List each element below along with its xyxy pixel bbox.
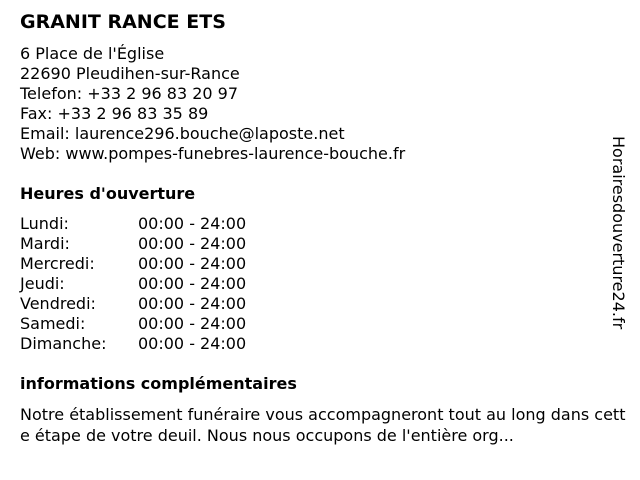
- hours-row-saturday: [20, 314, 320, 334]
- opening-hours-table: [20, 214, 320, 354]
- additional-info-heading: informations complémentaires: [20, 374, 297, 393]
- time-range: 00:00 - 24:00: [138, 294, 247, 313]
- address-city: 22690 Pleudihen-sur-Rance: [20, 64, 240, 83]
- time-range: 00:00 - 24:00: [138, 254, 247, 273]
- hours-row-friday: [20, 294, 320, 314]
- time-range: 00:00 - 24:00: [138, 214, 247, 233]
- business-name: GRANIT RANCE ETS: [20, 11, 226, 33]
- fax-number: Fax: +33 2 96 83 35 89: [20, 104, 209, 123]
- opening-hours-heading: Heures d'ouverture: [20, 184, 196, 203]
- day-label: Vendredi:: [20, 294, 96, 313]
- time-range: 00:00 - 24:00: [138, 314, 247, 333]
- hours-row-monday: [20, 214, 320, 234]
- email-address: Email: laurence296.bouche@laposte.net: [20, 124, 345, 143]
- day-label: Samedi:: [20, 314, 86, 333]
- day-label: Dimanche:: [20, 334, 107, 353]
- day-label: Lundi:: [20, 214, 69, 233]
- time-range: 00:00 - 24:00: [138, 334, 247, 353]
- hours-row-tuesday: [20, 234, 320, 254]
- hours-row-sunday: [20, 334, 320, 354]
- contact-block: [20, 44, 405, 164]
- hours-row-thursday: [20, 274, 320, 294]
- time-range: 00:00 - 24:00: [138, 274, 247, 293]
- site-watermark: Horairesdouverture24.fr: [609, 136, 628, 330]
- day-label: Mardi:: [20, 234, 70, 253]
- website-address: Web: www.pompes-funebres-laurence-bouche.fr: [20, 144, 406, 163]
- phone-number: Telefon: +33 2 96 83 20 97: [20, 84, 239, 103]
- address-street: 6 Place de l'Église: [20, 44, 165, 63]
- additional-info-text: Notre établissement funéraire vous accompagneront tout au long dans cette étape de votre deuil. Nous nous occupons de l'entière org...: [20, 405, 626, 445]
- day-label: Jeudi:: [20, 274, 65, 293]
- day-label: Mercredi:: [20, 254, 95, 273]
- time-range: 00:00 - 24:00: [138, 234, 247, 253]
- hours-row-wednesday: [20, 254, 320, 274]
